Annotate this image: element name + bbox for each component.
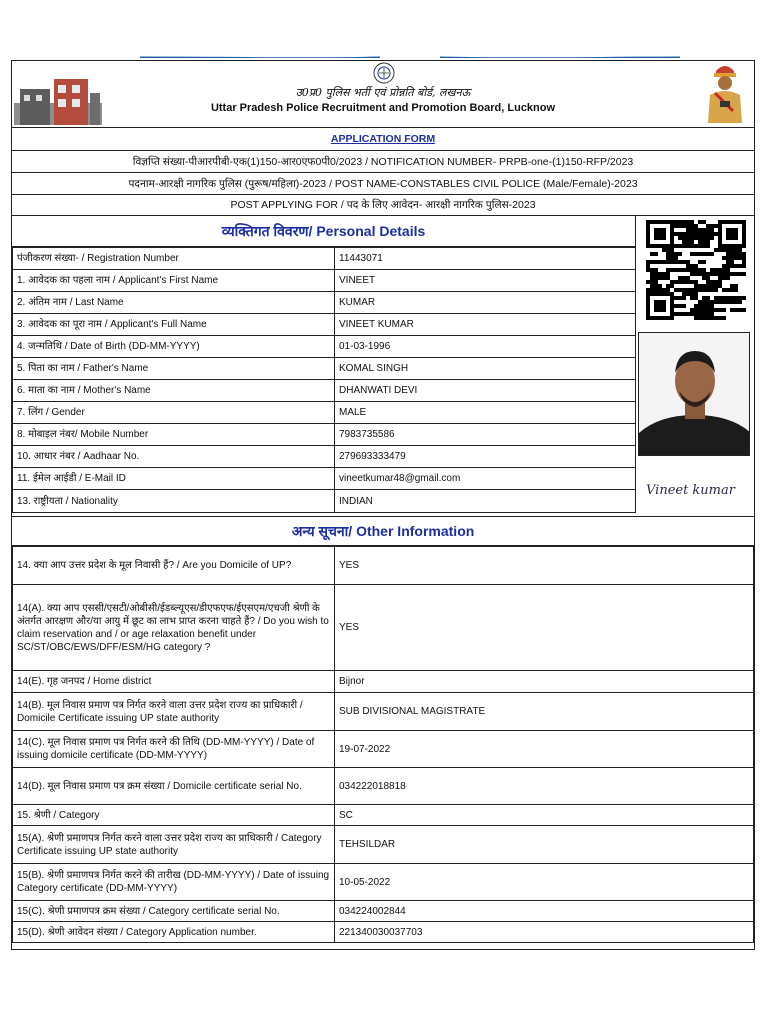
field-label: 14(E). गृह जनपद / Home district (13, 671, 335, 693)
qr-code-icon (646, 220, 746, 320)
field-value: SUB DIVISIONAL MAGISTRATE (335, 693, 754, 731)
table-row (13, 731, 754, 768)
table-row (13, 380, 636, 402)
field-label: 2. अंतिम नाम / Last Name (13, 292, 335, 314)
notification-number: विज्ञप्ति संख्या-पीआरपीबी-एक(1)150-आर0एफ0पी0/2023 / NOTIFICATION NUMBER- PRPB-one-(1)150-RFP/2023 (132, 155, 634, 168)
field-value: 221340030037703 (335, 922, 754, 943)
field-value: TEHSILDAR (335, 826, 754, 864)
table-row (13, 490, 636, 513)
table-row (13, 292, 636, 314)
table-row (13, 248, 636, 270)
field-value: 19-07-2022 (335, 731, 754, 768)
field-value: 034222018818 (335, 768, 754, 805)
field-value: INDIAN (335, 490, 636, 513)
field-value: KUMAR (335, 292, 636, 314)
personal-heading-hindi: व्यक्तिगत विवरण (221, 222, 309, 239)
photo-qr-panel (636, 216, 754, 517)
field-value: SC (335, 805, 754, 826)
field-label: 7. लिंग / Gender (13, 402, 335, 424)
application-form-frame (11, 60, 755, 950)
signature-text: Vineet kumar (646, 483, 735, 498)
field-value: vineetkumar48@gmail.com (335, 468, 636, 490)
table-row (13, 693, 754, 731)
table-row (13, 671, 754, 693)
table-row (13, 768, 754, 805)
table-row (13, 922, 754, 943)
field-label: 14(A). क्या आप एससी/एसटी/ओबीसी/ईडब्ल्यूएस/डीएफएफ/ईएसएम/एचजी श्रेणी के अंतर्गत आरक्षण और/या आयु में छूट का लाभ प्राप्त करना चाहते हैं? / Do you wish to claim reservation and / or age relaxation benefit under SC/ST/OBC/EWS/DFF/ESM/HG category ? (13, 585, 335, 671)
field-value: 7983735586 (335, 424, 636, 446)
board-title-english: Uttar Pradesh Police Recruitment and Promotion Board, Lucknow (210, 102, 556, 114)
top-banner-decoration (0, 0, 768, 58)
field-label: 15(A). श्रेणी प्रमाणपत्र निर्गत करने वाला उत्तर प्रदेश राज्य का प्राधिकारी / Category Certificate issuing UP state authority (13, 826, 335, 864)
field-value: 10-05-2022 (335, 864, 754, 901)
field-label: 1. आवेदक का पहला नाम / Applicant's First Name (13, 270, 335, 292)
field-label: 14(C). मूल निवास प्रमाण पत्र निर्गत करने की तिथि (DD-MM-YYYY) / Date of issuing domicile certificate (DD-MM-YYYY) (13, 731, 335, 768)
up-emblem-icon (367, 61, 401, 85)
field-label: 11. ईमेल आईडी / E-Mail ID (13, 468, 335, 490)
table-row (13, 547, 754, 585)
field-value: Bijnor (335, 671, 754, 693)
post-name: पदनाम-आरक्षी नागरिक पुलिस (पुरूष/महिला)-2023 / POST NAME-CONSTABLES CIVIL POLICE (Male/Female)-2023 (128, 177, 638, 190)
field-label: 4. जन्मतिथि / Date of Birth (DD-MM-YYYY) (13, 336, 335, 358)
personal-details-heading (12, 216, 636, 247)
post-name-row (12, 173, 754, 195)
personal-details-table (12, 247, 636, 513)
field-label: 15. श्रेणी / Category (13, 805, 335, 826)
other-information-table (12, 546, 754, 943)
post-applying-row (12, 195, 754, 216)
other-heading-hindi: अन्य सूचना (291, 522, 349, 539)
signature-image (642, 466, 752, 512)
notification-row (12, 151, 754, 173)
field-value: VINEET KUMAR (335, 314, 636, 336)
field-label: 15(D). श्रेणी आवेदन संख्या / Category Application number. (13, 922, 335, 943)
applicant-photo (638, 332, 750, 456)
police-officer-icon (700, 61, 750, 123)
other-heading-english: / Other Information (348, 523, 475, 539)
field-label: पंजीकरण संख्या- / Registration Number (13, 248, 335, 270)
field-label: 14(D). मूल निवास प्रमाण पत्र क्रम संख्या / Domicile certificate serial No. (13, 768, 335, 805)
post-applying: POST APPLYING FOR / पद के लिए आवेदन- आरक्षी नागरिक पुलिस-2023 (230, 199, 536, 211)
form-header (12, 61, 754, 128)
field-value: 01-03-1996 (335, 336, 636, 358)
table-row (13, 864, 754, 901)
table-row (13, 805, 754, 826)
field-value: YES (335, 585, 754, 671)
field-label: 14(B). मूल निवास प्रमाण पत्र निर्गत करने वाला उत्तर प्रदेश राज्य का प्राधिकारी / Domicile Certificate issuing UP state authority (13, 693, 335, 731)
field-value: KOMAL SINGH (335, 358, 636, 380)
field-label: 15(C). श्रेणी प्रमाणपत्र क्रम संख्या / Category certificate serial No. (13, 901, 335, 922)
field-label: 5. पिता का नाम / Father's Name (13, 358, 335, 380)
field-label: 13. राष्ट्रीयता / Nationality (13, 490, 335, 513)
form-title-row (12, 127, 754, 151)
field-value: MALE (335, 402, 636, 424)
table-row (13, 358, 636, 380)
table-row (13, 402, 636, 424)
field-label: 10. आधार नंबर / Aadhaar No. (13, 446, 335, 468)
field-value: VINEET (335, 270, 636, 292)
table-row (13, 826, 754, 864)
table-row (13, 901, 754, 922)
table-row (13, 446, 636, 468)
form-title: APPLICATION FORM (330, 132, 436, 145)
field-value: 11443071 (335, 248, 636, 270)
table-row (13, 270, 636, 292)
field-value: YES (335, 547, 754, 585)
table-row (13, 424, 636, 446)
field-label: 15(B). श्रेणी प्रमाणपत्र निर्गत करने की तारीख (DD-MM-YYYY) / Date of issuing Category certificate (DD-MM-YYYY) (13, 864, 335, 901)
table-row (13, 336, 636, 358)
table-row (13, 585, 754, 671)
field-value: DHANWATI DEVI (335, 380, 636, 402)
table-row (13, 468, 636, 490)
other-info-heading (12, 516, 754, 546)
field-label: 6. माता का नाम / Mother's Name (13, 380, 335, 402)
field-value: 279693333479 (335, 446, 636, 468)
field-value: 034224002844 (335, 901, 754, 922)
board-title-hindi: उ0प्र0 पुलिस भर्ती एवं प्रोन्नति बोर्ड, लखनऊ (295, 86, 471, 99)
field-label: 14. क्या आप उत्तर प्रदेश के मूल निवासी हैं? / Are you Domicile of UP? (13, 547, 335, 585)
field-label: 8. मोबाइल नंबर/ Mobile Number (13, 424, 335, 446)
field-label: 3. आवेदक का पूरा नाम / Applicant's Full Name (13, 314, 335, 336)
personal-heading-english: / Personal Details (308, 223, 426, 239)
table-row (13, 314, 636, 336)
